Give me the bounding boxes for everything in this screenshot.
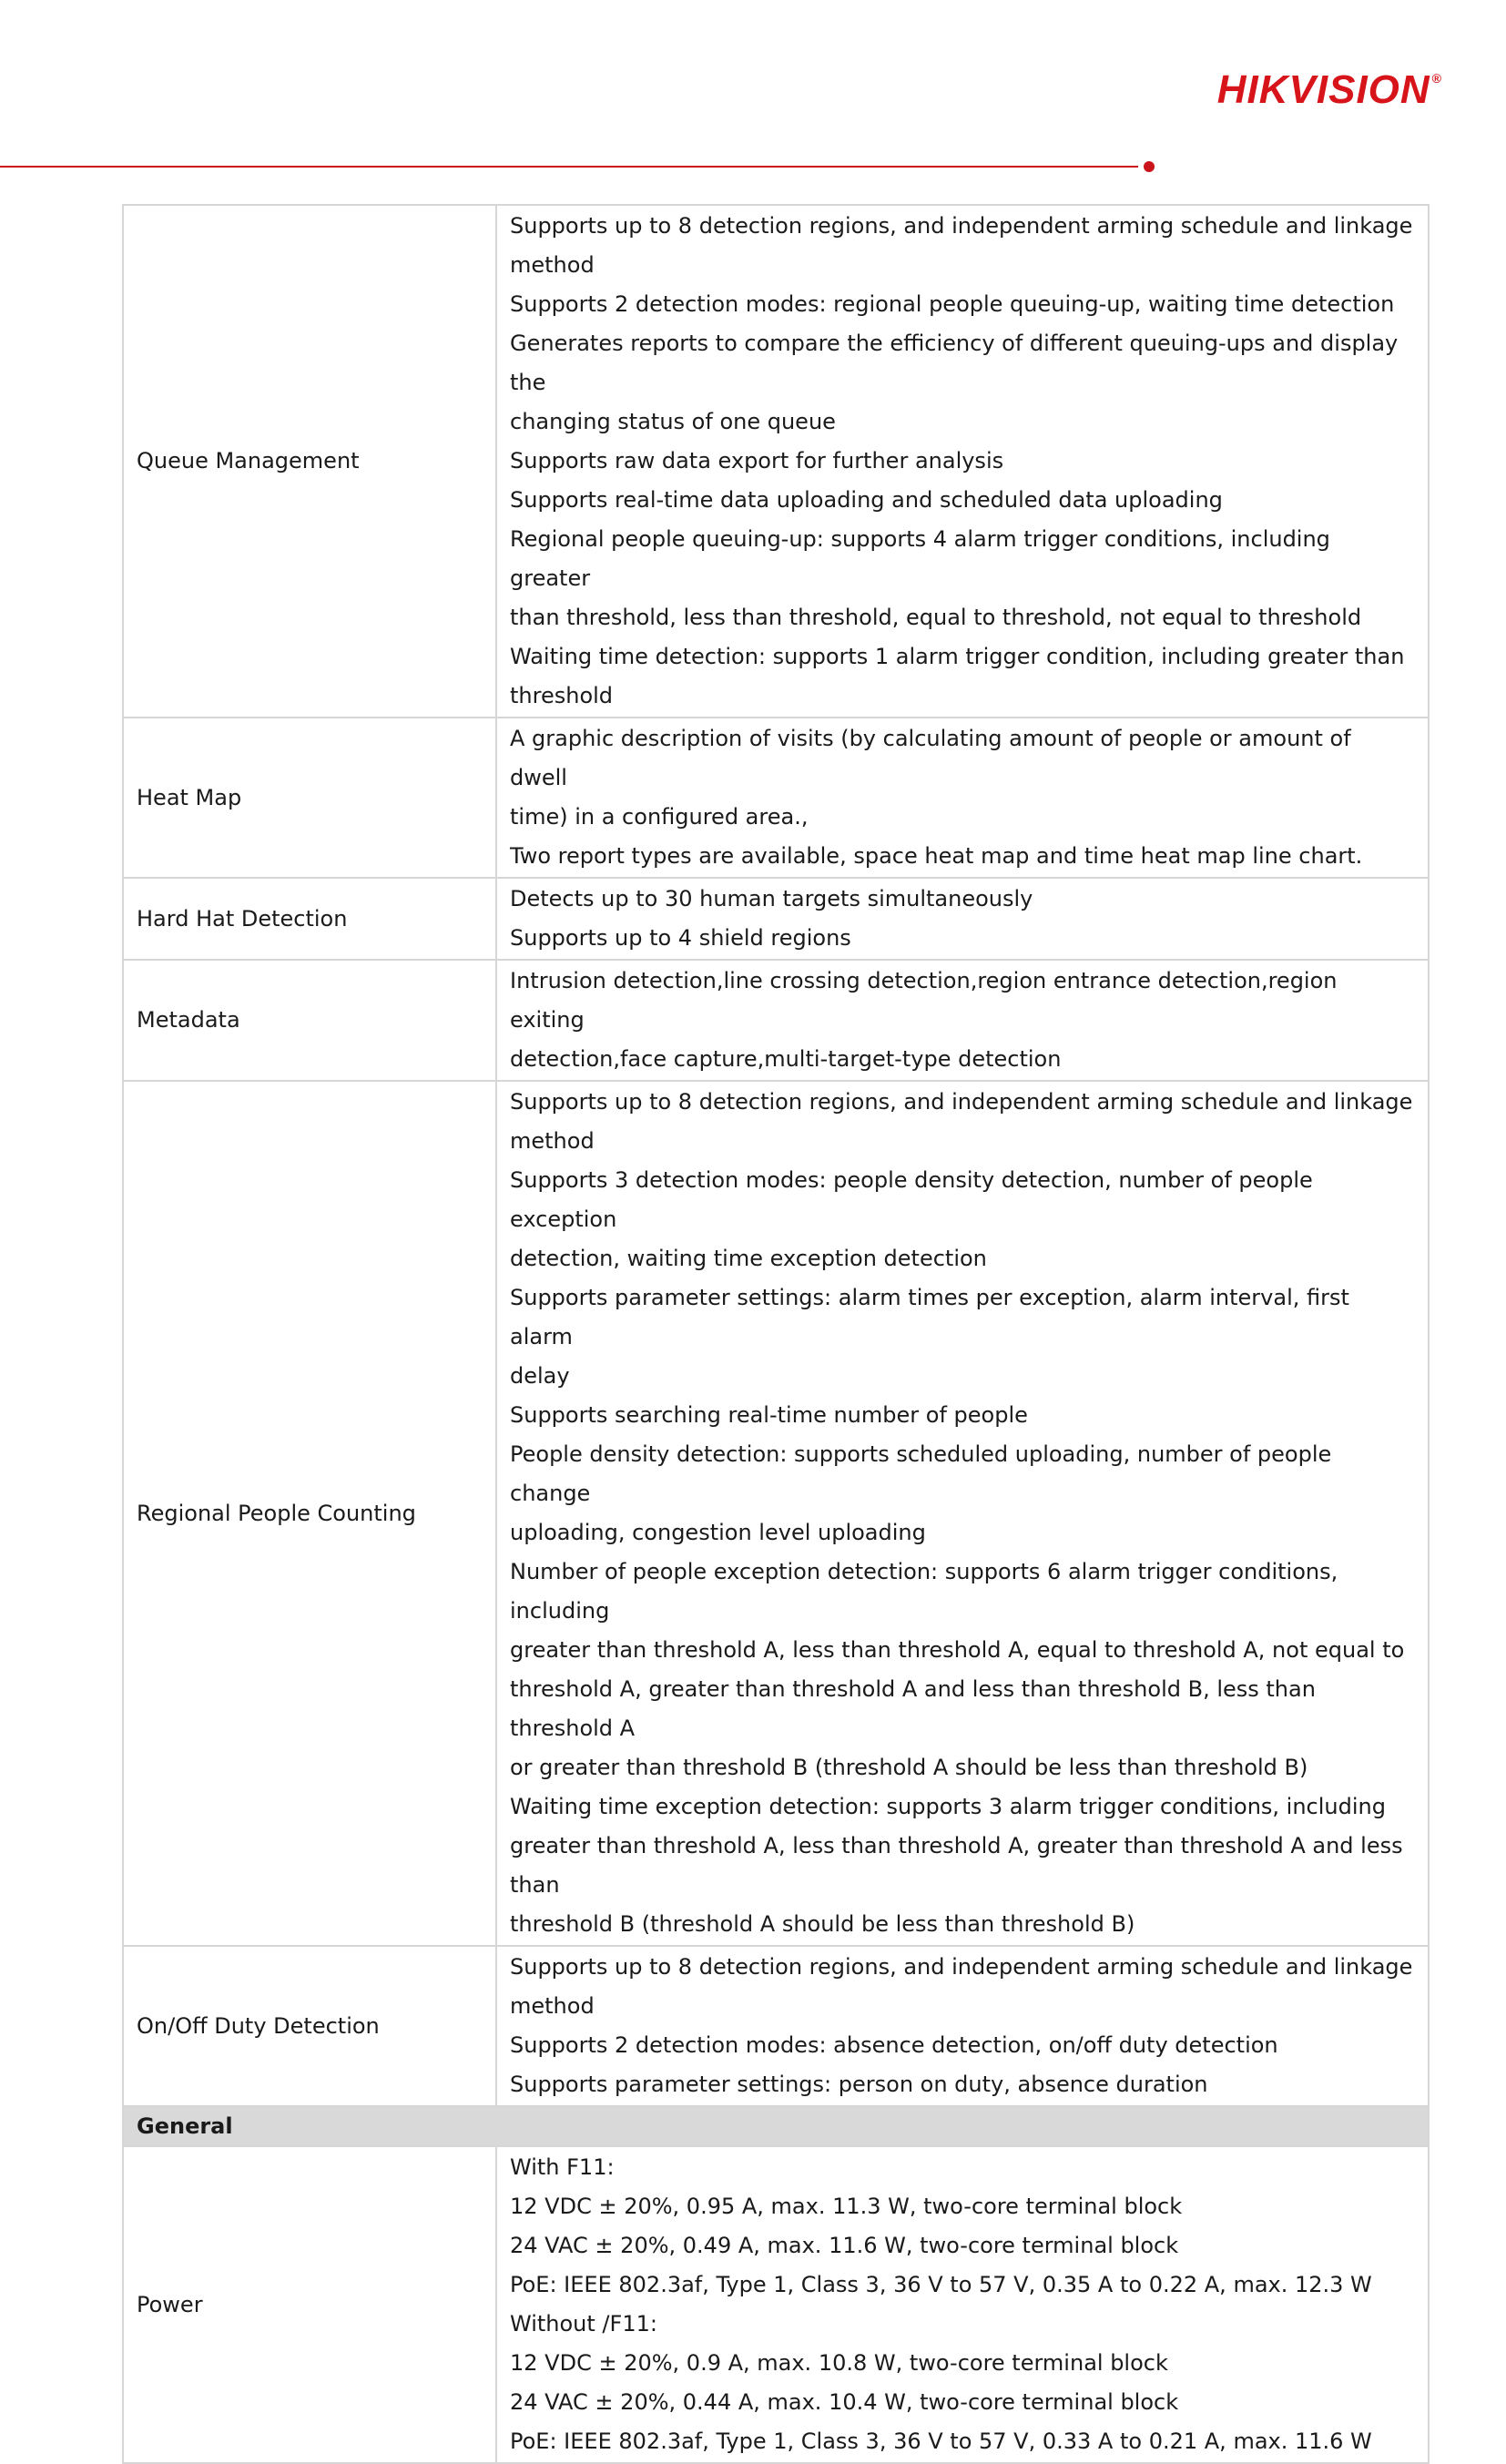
spec-line: Supports raw data export for further analysis — [510, 448, 1004, 473]
spec-value — [496, 718, 1429, 878]
spec-line: threshold — [510, 683, 614, 708]
spec-line: Waiting time exception detection: supports 3 alarm trigger conditions, including — [510, 1794, 1386, 1819]
spec-line: detection, waiting time exception detection — [510, 1246, 987, 1271]
spec-table — [122, 204, 1430, 2464]
hikvision-logo — [1217, 67, 1442, 113]
spec-line: greater than threshold A, less than threshold A, equal to threshold A, not equal to — [510, 1637, 1405, 1663]
spec-row — [123, 2146, 1429, 2463]
spec-line: Supports up to 8 detection regions, and independent arming schedule and linkage — [510, 1954, 1413, 1980]
spec-line: Two report types are available, space heat map and time heat map line chart. — [510, 843, 1363, 869]
spec-line: PoE: IEEE 802.3af, Type 1, Class 3, 36 V to 57 V, 0.35 A to 0.22 A, max. 12.3 W — [510, 2272, 1372, 2297]
spec-line: Without /F11: — [510, 2311, 657, 2337]
spec-line: A graphic description of visits (by calculating amount of people or amount of dwell — [510, 726, 1351, 790]
spec-line: Supports up to 8 detection regions, and independent arming schedule and linkage — [510, 1089, 1413, 1115]
spec-line: time) in a configured area., — [510, 804, 809, 830]
spec-label: Queue Management — [123, 205, 496, 718]
spec-value — [496, 1946, 1429, 2106]
spec-line: uploading, congestion level uploading — [510, 1520, 926, 1545]
header-rule-dot — [1144, 161, 1155, 172]
spec-line: 12 VDC ± 20%, 0.95 A, max. 11.3 W, two-core terminal block — [510, 2194, 1183, 2219]
spec-label: Regional People Counting — [123, 1081, 496, 1946]
spec-label: Power — [123, 2146, 496, 2463]
spec-line: People density detection: supports scheduled uploading, number of people change — [510, 1441, 1332, 1506]
spec-value — [496, 960, 1429, 1081]
section-header-row — [123, 2106, 1429, 2146]
spec-line: 12 VDC ± 20%, 0.9 A, max. 10.8 W, two-core terminal block — [510, 2350, 1168, 2376]
spec-line: Detects up to 30 human targets simultaneously — [510, 886, 1033, 911]
section-title: General — [123, 2106, 1429, 2146]
spec-row — [123, 1946, 1429, 2106]
spec-line: greater than threshold A, less than threshold A, greater than threshold A and less than — [510, 1833, 1403, 1898]
spec-line: Supports 2 detection modes: regional people queuing-up, waiting time detection — [510, 291, 1395, 317]
spec-line: threshold B (threshold A should be less than threshold B) — [510, 1911, 1135, 1937]
spec-label: Heat Map — [123, 718, 496, 878]
spec-line: Supports parameter settings: alarm times per exception, alarm interval, first alarm — [510, 1285, 1349, 1349]
spec-line: Supports searching real-time number of people — [510, 1402, 1028, 1428]
spec-line: Number of people exception detection: supports 6 alarm trigger conditions, including — [510, 1559, 1338, 1624]
spec-line: than threshold, less than threshold, equal to threshold, not equal to threshold — [510, 605, 1362, 630]
spec-label: On/Off Duty Detection — [123, 1946, 496, 2106]
spec-line: Supports 3 detection modes: people density detection, number of people exception — [510, 1167, 1313, 1232]
spec-value — [496, 1081, 1429, 1946]
spec-line: method — [510, 1993, 595, 2019]
spec-row — [123, 1081, 1429, 1946]
spec-line: Supports real-time data uploading and scheduled data uploading — [510, 487, 1223, 513]
spec-line: detection,face capture,multi-target-type detection — [510, 1046, 1062, 1072]
spec-value — [496, 2146, 1429, 2463]
spec-line: Supports up to 8 detection regions, and independent arming schedule and linkage — [510, 213, 1413, 239]
spec-line: Generates reports to compare the efficiency of different queuing-ups and display the — [510, 331, 1399, 395]
spec-line: PoE: IEEE 802.3af, Type 1, Class 3, 36 V to 57 V, 0.33 A to 0.21 A, max. 11.6 W — [510, 2428, 1372, 2454]
spec-label: Metadata — [123, 960, 496, 1081]
spec-line: Supports up to 4 shield regions — [510, 925, 851, 951]
trademark-symbol: ® — [1431, 71, 1442, 86]
spec-line: 24 VAC ± 20%, 0.49 A, max. 11.6 W, two-core terminal block — [510, 2233, 1179, 2258]
spec-row — [123, 718, 1429, 878]
spec-line: With F11: — [510, 2154, 615, 2180]
spec-value — [496, 205, 1429, 718]
spec-line: method — [510, 1128, 595, 1154]
spec-row — [123, 205, 1429, 718]
spec-row — [123, 878, 1429, 960]
spec-line: or greater than threshold B (threshold A should be less than threshold B) — [510, 1755, 1308, 1780]
header-rule — [0, 166, 1138, 168]
spec-line: threshold A, greater than threshold A and less than threshold B, less than threshold A — [510, 1676, 1316, 1741]
spec-line: 24 VAC ± 20%, 0.44 A, max. 10.4 W, two-core terminal block — [510, 2389, 1179, 2415]
spec-line: Supports 2 detection modes: absence detection, on/off duty detection — [510, 2032, 1278, 2058]
brand-name: HIKVISION — [1216, 67, 1430, 112]
spec-line: Supports parameter settings: person on duty, absence duration — [510, 2072, 1208, 2097]
spec-line: method — [510, 252, 595, 278]
spec-line: delay — [510, 1363, 570, 1389]
spec-line: Intrusion detection,line crossing detection,region entrance detection,region exiting — [510, 968, 1338, 1033]
spec-table-body — [123, 205, 1429, 2463]
spec-row — [123, 960, 1429, 1081]
spec-line: changing status of one queue — [510, 409, 836, 434]
spec-line: Regional people queuing-up: supports 4 alarm trigger conditions, including greater — [510, 526, 1330, 591]
spec-line: Waiting time detection: supports 1 alarm trigger condition, including greater than — [510, 644, 1405, 669]
spec-label: Hard Hat Detection — [123, 878, 496, 960]
spec-value — [496, 878, 1429, 960]
